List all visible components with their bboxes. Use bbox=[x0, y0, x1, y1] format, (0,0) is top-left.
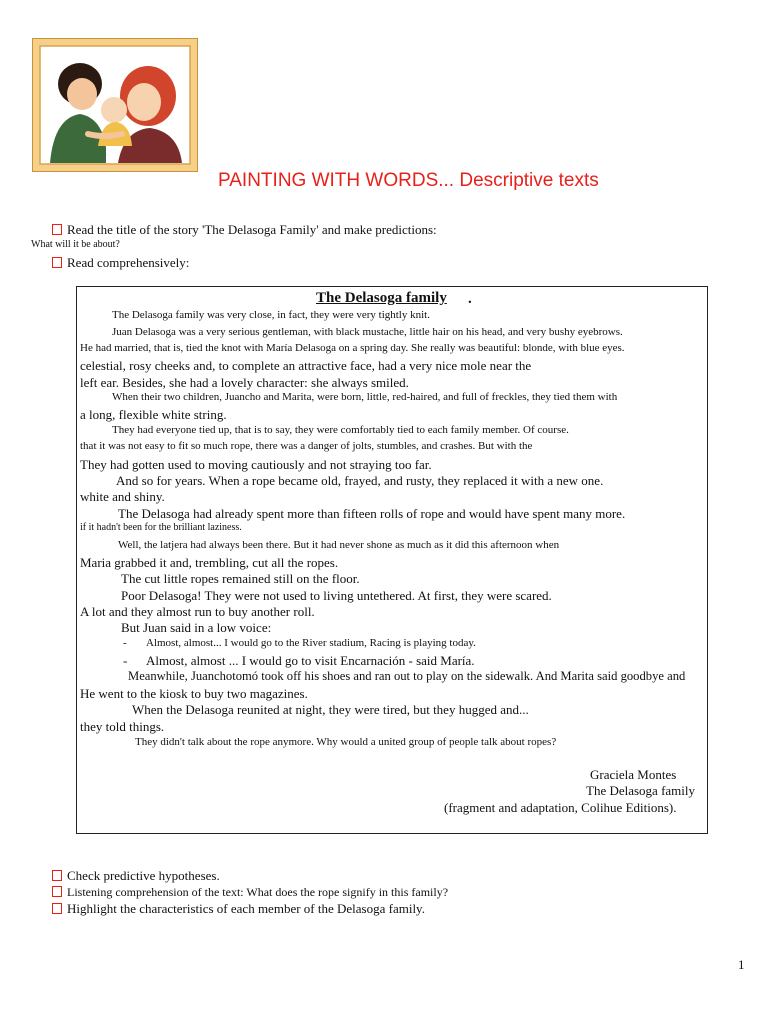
story-line: They had everyone tied up, that is to say, they were comfortably tied to each family member. Of course. bbox=[112, 424, 569, 436]
instruction-item bbox=[52, 222, 437, 238]
story-line: that it was not easy to fit so much rope, there was a danger of jolts, stumbles, and crashes. But with the bbox=[80, 440, 533, 452]
story-line: When the Delasoga reunited at night, they were tired, but they hugged and... bbox=[132, 702, 529, 717]
story-line: A lot and they almost run to buy another roll. bbox=[80, 604, 315, 619]
instruction-item bbox=[52, 901, 425, 917]
page-title: PAINTING WITH WORDS... Descriptive texts bbox=[218, 170, 599, 191]
checkbox-icon bbox=[52, 886, 62, 897]
instruction-text: Highlight the characteristics of each member of the Delasoga family. bbox=[67, 901, 425, 916]
story-line: He went to the kiosk to buy two magazines. bbox=[80, 686, 308, 701]
page-number: 1 bbox=[738, 957, 745, 972]
story-line: When their two children, Juancho and Marita, were born, little, red-haired, and full of freckles, they tied them with bbox=[112, 391, 618, 403]
story-line: They didn't talk about the rope anymore. Why would a united group of people talk about ropes? bbox=[135, 736, 557, 748]
story-line: if it hadn't been for the brilliant laziness. bbox=[80, 522, 242, 533]
family-illustration bbox=[32, 38, 198, 172]
dash: - bbox=[123, 653, 128, 668]
instruction-text: Listening comprehension of the text: What does the rope signify in this family? bbox=[67, 885, 449, 899]
source-note: (fragment and adaptation, Colihue Editions). bbox=[444, 800, 677, 815]
title-period: . bbox=[468, 291, 472, 307]
story-line: Meanwhile, Juanchotomó took off his shoes and ran out to play on the sidewalk. And Marita said goodbye and bbox=[128, 669, 686, 683]
story-line: left ear. Besides, she had a lovely character: she always smiled. bbox=[80, 375, 409, 390]
instruction-text: Read comprehensively: bbox=[67, 255, 190, 270]
story-line: Well, the latjera had always been there. But it had never shone as much as it did this afternoon when bbox=[118, 539, 560, 551]
story-line: Poor Delasoga! They were not used to living untethered. At first, they were scared. bbox=[121, 588, 552, 603]
checkbox-icon bbox=[52, 257, 62, 268]
work-title: The Delasoga family bbox=[586, 783, 696, 798]
story-line: Almost, almost... I would go to the River stadium, Racing is playing today. bbox=[146, 637, 476, 649]
story-line: They had gotten used to moving cautiously and not straying too far. bbox=[80, 457, 432, 472]
dash: - bbox=[123, 637, 127, 649]
instruction-subtext: What will it be about? bbox=[31, 239, 120, 250]
story-line: Juan Delasoga was a very serious gentleman, with black mustache, little hair on his head, and very bushy eyebrows. bbox=[112, 326, 623, 338]
checkbox-icon bbox=[52, 903, 62, 914]
checkbox-icon bbox=[52, 870, 62, 881]
story-line: The cut little ropes remained still on the floor. bbox=[121, 571, 360, 586]
story-line: And so for years. When a rope became old, frayed, and rusty, they replaced it with a new one. bbox=[116, 473, 604, 488]
story-line: celestial, rosy cheeks and, to complete an attractive face, had a very nice mole near the bbox=[80, 358, 532, 373]
story-line: He had married, that is, tied the knot with María Delasoga on a spring day. She really was beautiful: blonde, with blue eyes. bbox=[80, 342, 625, 354]
instruction-text: Read the title of the story 'The Delasoga Family' and make predictions: bbox=[67, 222, 437, 237]
instruction-text: Check predictive hypotheses. bbox=[67, 868, 220, 883]
story-title: The Delasoga family bbox=[316, 290, 447, 306]
instruction-item bbox=[52, 255, 189, 271]
story-line: Almost, almost ... I would go to visit Encarnación - said María. bbox=[146, 653, 475, 668]
story-line: The Delasoga had already spent more than fifteen rolls of rope and would have spent many more. bbox=[118, 506, 626, 521]
story-line: Maria grabbed it and, trembling, cut all the ropes. bbox=[80, 555, 339, 570]
story-line: The Delasoga family was very close, in fact, they were very tightly knit. bbox=[112, 309, 430, 321]
story-line: a long, flexible white string. bbox=[80, 407, 227, 422]
story-line: But Juan said in a low voice: bbox=[121, 620, 272, 635]
story-line: white and shiny. bbox=[80, 489, 165, 504]
author-name: Graciela Montes bbox=[590, 767, 677, 782]
instruction-item bbox=[52, 885, 448, 900]
checkbox-icon bbox=[52, 224, 62, 235]
story-line: they told things. bbox=[80, 719, 165, 734]
instruction-item bbox=[52, 868, 220, 884]
